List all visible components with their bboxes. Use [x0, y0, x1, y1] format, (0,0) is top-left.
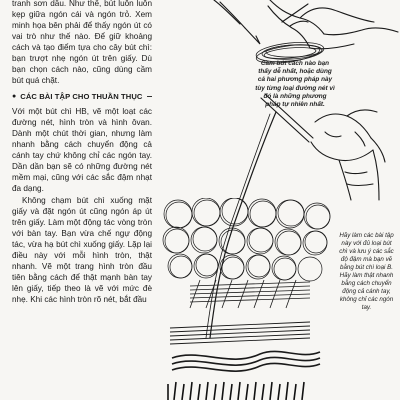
paragraph-intro: tranh sơn dầu. Như thế, bút luôn luôn kẹp giữa ngón cái và ngón trỏ. Xem minh họa bên phải để thấy ngón út có vai trò như thế nào. Để giữ khoảng cách và tạo điểm tựa cho cây bút chì: bạn trượt nhẹ ngón út trên giấy. Dù bạn chọn cách nào, cũng dùng cầm bút quá chặt. [12, 0, 152, 85]
caption-exercise-tips: Hãy làm các bài tập này với đủ loại bút chì và lưu ý các sắc độ đậm mà bạn vẽ bằng bút chì loại B. Hãy làm thật nhanh bằng cách chuyển động cả cánh tay, không chỉ các ngón tay. [339, 232, 394, 311]
bullet-icon: ● [12, 93, 17, 100]
heading-rule [147, 96, 152, 97]
paragraph-exercise-1: Với một bút chì HB, vẽ một loạt các đường nét, hình tròn và hình ôvan. Dành một chút thời gian, nhưng làm nhanh bằng cách chuyển động cả cánh tay chứ không chỉ các ngón tay. Dần dần bạn sẽ có những đường nét mềm mại, cũng với các sắc đậm nhạt đa dạng. [12, 107, 152, 193]
section-heading [12, 92, 152, 101]
caption-holding-methods: Cầm bút cách nào bạn thấy dễ nhất, hoặc dùng cả hai phương pháp này tùy từng loại đường nét vì đó là những phương pháp tự nhiên nhất. [255, 60, 335, 109]
circles-exercise-sheet [160, 198, 340, 400]
section-heading-text: CÁC BÀI TẬP CHO THUẦN THỤC [20, 92, 143, 101]
paragraph-exercise-2: Không chạm bút chì xuống mặt giấy và đặt ngón út cũng ngón áp út trên giấy. Làm một động tác vòng tròn với bàn tay. Bạn vừa chế ngự động tác, vừa hạ bút chì xuống giấy. Lặp lại điều này với mỗi hình tròn, thật nhanh. Vẽ một trang hình tròn đầu tiên bằng cách để thật mạnh bàn tay lên giấy, tiếp theo là vẽ với mức đè nhẹ. Khi các hình tròn rõ nét, bắt đầu [12, 196, 152, 304]
left-text-column [12, 0, 152, 305]
